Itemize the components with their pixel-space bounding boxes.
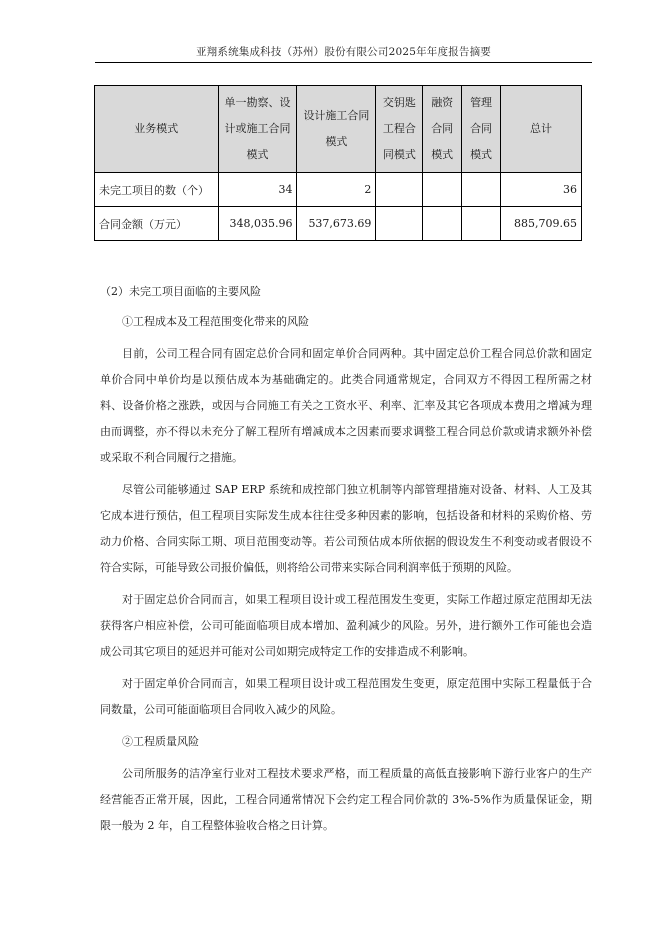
table-cell: 885,709.65 [501, 207, 582, 241]
table-row [95, 173, 582, 207]
header-divider [95, 62, 592, 63]
row-label: 未完工项目的数（个） [95, 173, 219, 207]
table-cell [423, 207, 462, 241]
row-label: 合同金额（万元） [95, 207, 219, 241]
unfinished-projects-table [94, 85, 582, 241]
paragraph: 尽管公司能够通过 SAP ERP 系统和成控部门独立机制等内部管理措施对设备、材料、人工及其它成本进行预估，但工程项目实际发生成本往往受多种因素的影响，包括设备和材料的采购价格、劳动力价格、合同实际工期、项目范围变动等。若公司预估成本所依据的假设发生不利变动或者假设不符合实际，可能导致公司报价偏低，则将给公司带来实际合同利润率低于预期的风险。 [100, 483, 592, 574]
table-cell [423, 173, 462, 207]
table-cell [462, 173, 501, 207]
table-cell [376, 207, 423, 241]
section-title: （2）未完工项目面临的主要风险 [100, 285, 261, 298]
table-cell [376, 173, 423, 207]
table-cell: 348,035.96 [218, 207, 297, 241]
column-header: 管理合同模式 [462, 86, 501, 173]
paragraph: 目前，公司工程合同有固定总价合同和固定单价合同两种。其中固定总价工程合同总价款和固定单价合同中单价均是以预估成本为基础确定的。此类合同通常规定，合同双方不得因工程所需之材料、设备价格之涨跌，或因与合同施工有关之工资水平、利率、汇率及其它各项成本费用之增减为理由而调整，亦不得以未充分了解工程所有增减成本之因素而要求调整工程合同总价款或请求额外补偿或采取不利合同履行之措施。 [100, 347, 592, 464]
report-body [100, 279, 592, 839]
paragraph: 公司所服务的洁净室行业对工程技术要求严格，而工程质量的高低直接影响下游行业客户的生产经营能否正常开展，因此，工程合同通常情况下会约定工程合同价款的 3%-5%作为质量保证金，期限一般为 2 年，自工程整体验收合格之日计算。 [100, 767, 592, 832]
column-header: 融资合同模式 [423, 86, 462, 173]
column-header: 单一勘察、设计或施工合同模式 [218, 86, 297, 173]
table-cell: 36 [501, 173, 582, 207]
paragraph: 对于固定单价合同而言，如果工程项目设计或工程范围发生变更，原定范围中实际工程量低于合同数量，公司可能面临项目合同收入减少的风险。 [100, 677, 592, 716]
column-header: 总计 [501, 86, 582, 173]
column-header: 设计施工合同模式 [297, 86, 376, 173]
subsection-title-cost-risk: ①工程成本及工程范围变化带来的风险 [122, 315, 309, 328]
table-cell [462, 207, 501, 241]
table-cell: 2 [297, 173, 376, 207]
paragraph: 对于固定总价合同而言，如果工程项目设计或工程范围发生变更，实际工作超过原定范围却无法获得客户相应补偿，公司可能面临项目成本增加、盈利减少的风险。另外，进行额外工作可能也会造成公司其它项目的延迟并可能对公司如期完成特定工作的安排造成不利影响。 [100, 593, 592, 658]
column-header: 交钥匙工程合同模式 [376, 86, 423, 173]
subsection-title-quality-risk: ②工程质量风险 [122, 735, 199, 748]
column-header: 业务模式 [95, 86, 219, 173]
page-header: 亚翔系统集成科技（苏州）股份有限公司2025年年度报告摘要 [195, 46, 492, 58]
table-cell: 34 [218, 173, 297, 207]
table-cell: 537,673.69 [297, 207, 376, 241]
table-row [95, 207, 582, 241]
table-header-row [95, 86, 582, 173]
